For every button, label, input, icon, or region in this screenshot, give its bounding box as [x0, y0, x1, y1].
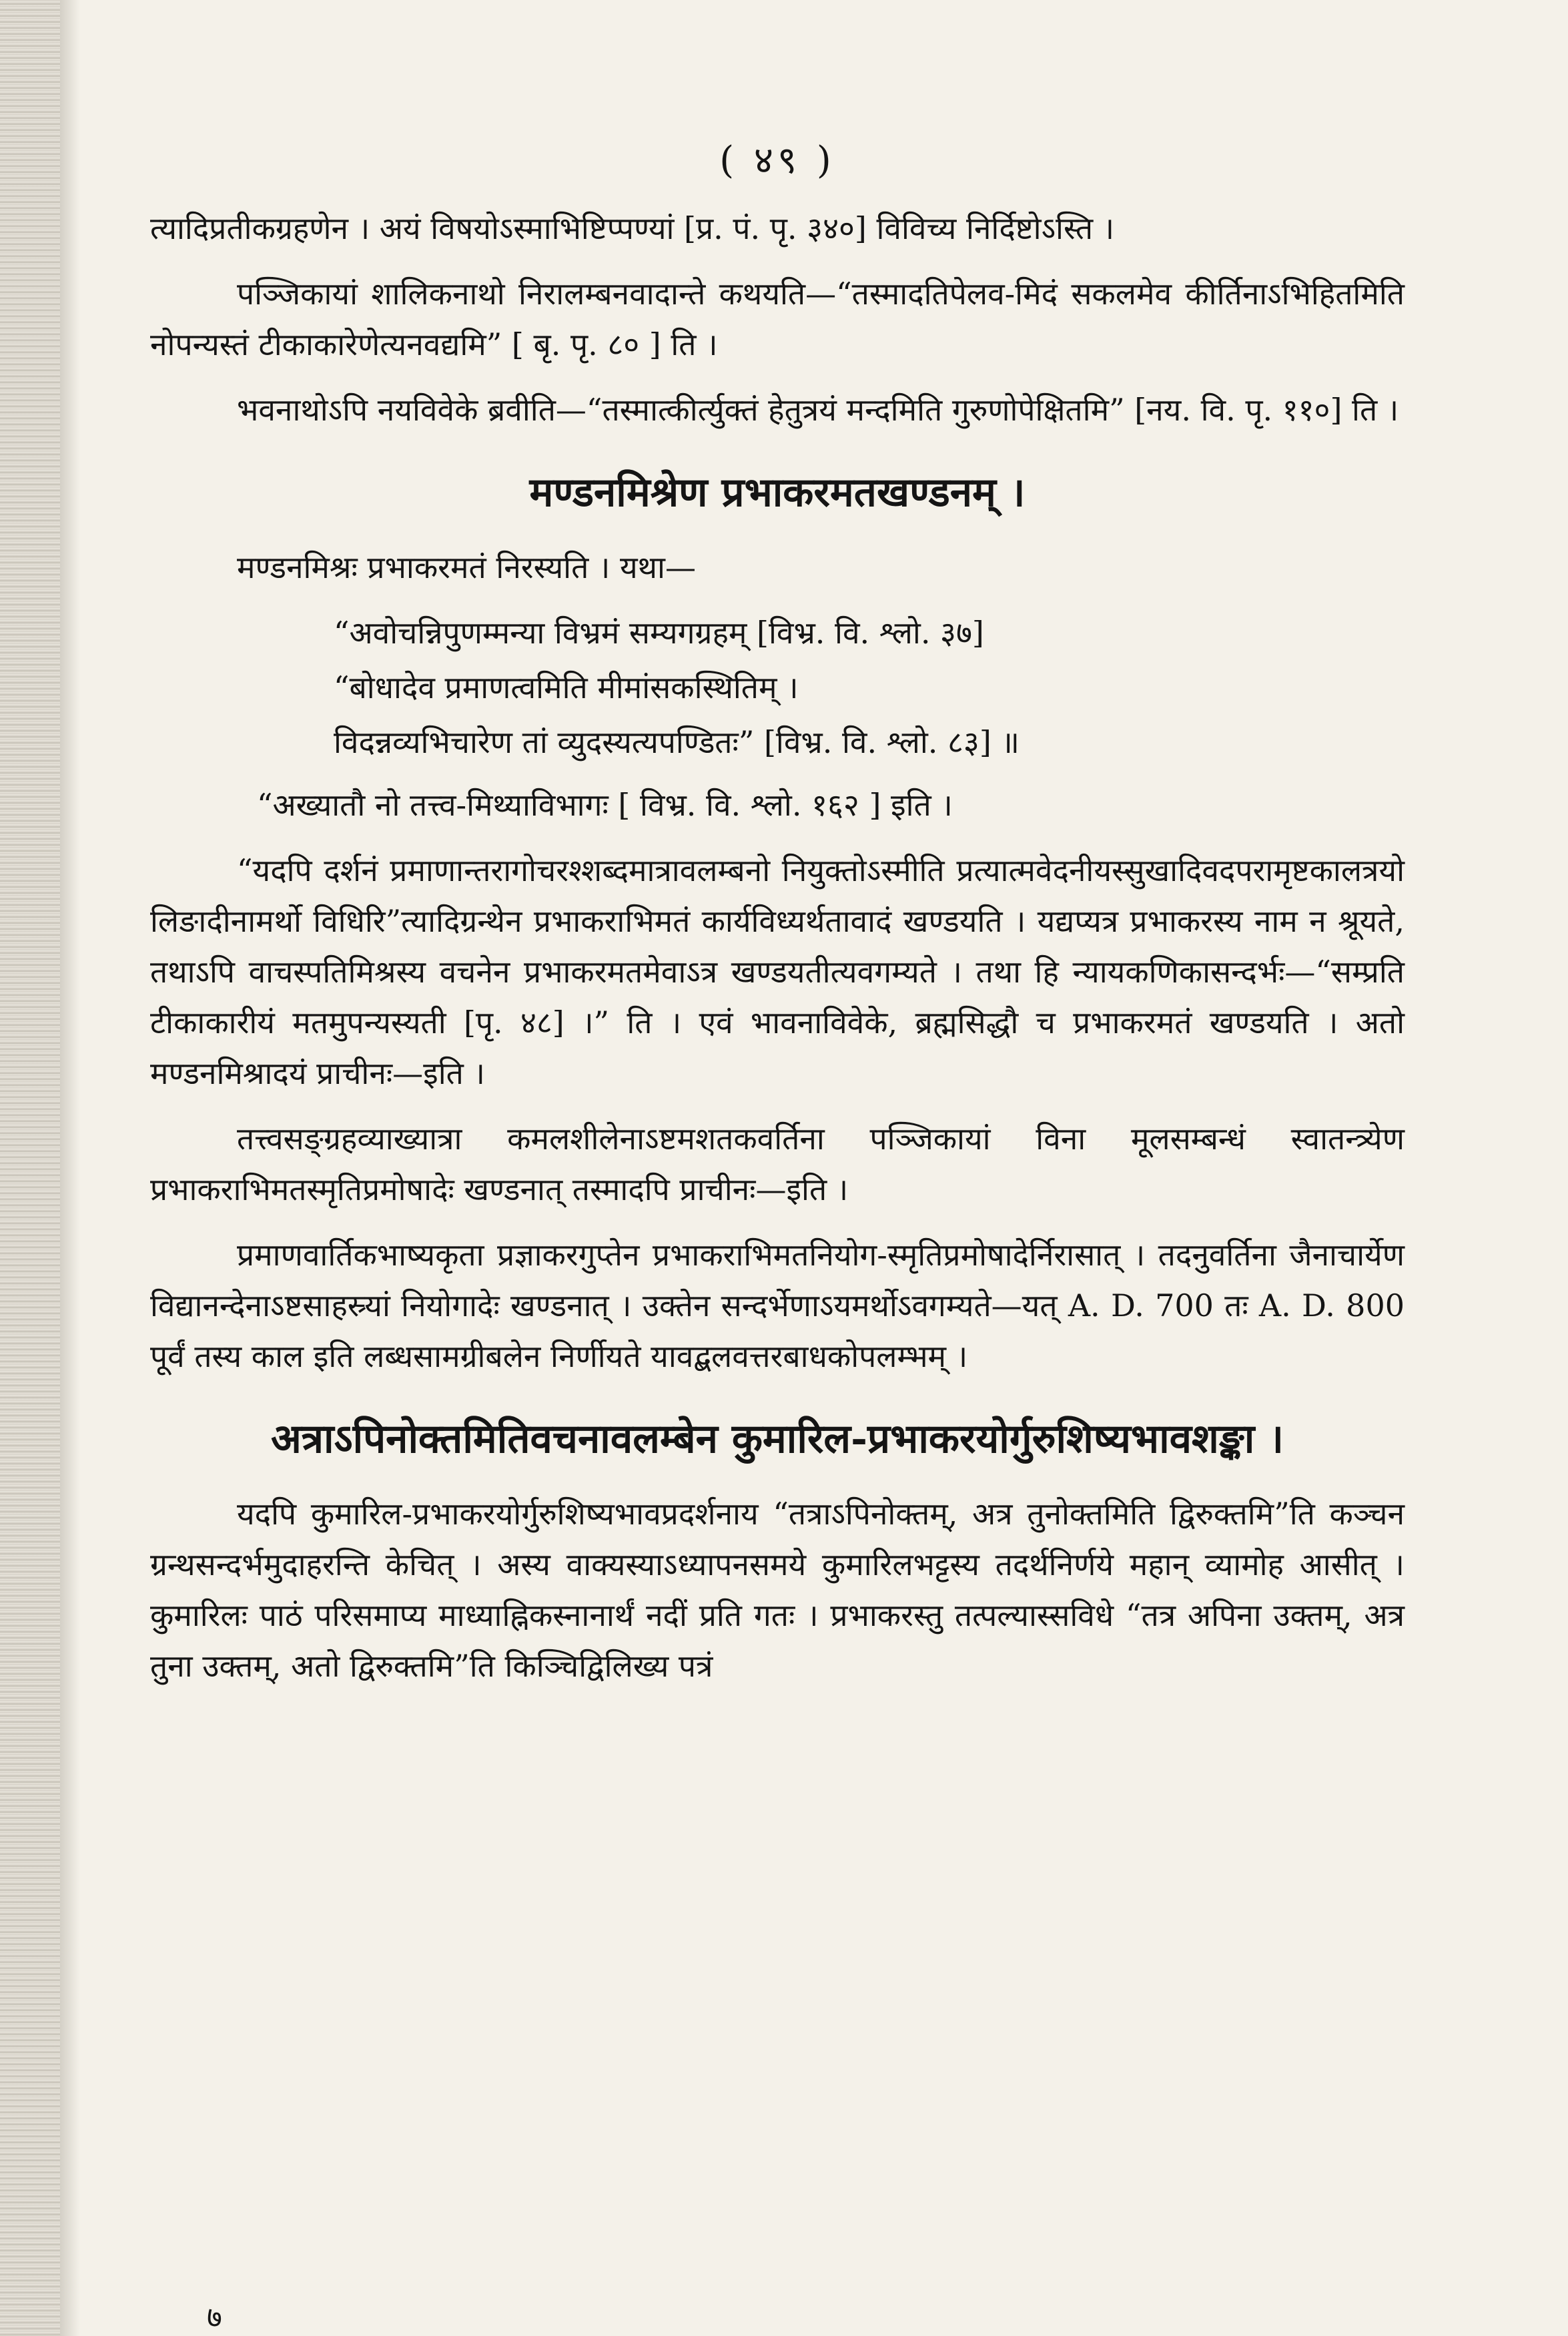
quote-line-akhyati: “अख्यातौ नो तत्त्व-मिथ्याविभागः [ विभ्र. वि. श्लो. १६२ ] इति । [257, 787, 953, 823]
verse-line-2: “बोधादेव प्रमाणत्वमिति मीमांसकस्थितिम् । [334, 669, 799, 705]
paragraph-top-2: पञ्जिकायां शालिकनाथो निरालम्बनवादान्ते कथयति—“तस्मादतिपेलव-मिदं सकलमेव कीर्तिनाऽभिहितमिति नोपन्यस्तं टीकाकारेणेत्यनवद्यमि” [ बृ. पृ. ८० ] ति । [150, 276, 1405, 362]
page-content [150, 133, 1405, 1706]
section-1-paragraph-3: प्रमाणवार्तिकभाष्यकृता प्रज्ञाकरगुप्तेन प्रभाकराभिमतनियोग-स्मृतिप्रमोषादेर्निरासात् । तदनुवर्तिना जैनाचार्येण विद्यानन्देनाऽष्टसाहस्र्यां नियोगादेः खण्डनात् । उक्तेन सन्दर्भेणाऽयमर्थोऽवगम्यते—यत् A. D. 700 तः A. D. 800 पूर्वं तस्य काल इति लब्धसामग्रीबलेन निर्णीयते यावद्बलवत्तरबाधकोपलम्भम् । [150, 1237, 1405, 1374]
section-heading-mandana: मण्डनमिश्रेण प्रभाकरमतखण्डनम् । [529, 469, 1026, 516]
paragraph-top-1: त्यादिप्रतीकग्रहणेन । अयं विषयोऽस्माभिष्टिप्पण्यां [प्र. पं. पृ. ३४०] विविच्य निर्दिष्टोऽस्ति । [150, 210, 1115, 246]
paragraph-top-3: भवनाथोऽपि नयविवेके ब्रवीति—“तस्मात्कीर्त्युक्तं हेतुत्रयं मन्दमिति गुरुणोपेक्षितमि” [नय. वि. पृ. ११०] ति । [237, 392, 1399, 428]
section-1-intro: मण्डनमिश्रः प्रभाकरमतं निरस्यति । यथा— [237, 549, 696, 585]
section-2-paragraph-1: यदपि कुमारिल-प्रभाकरयोर्गुरुशिष्यभावप्रदर्शनाय “तत्राऽपिनोक्तम्, अत्र तुनोक्तमिति द्विरुक्तमि”ति कञ्चन ग्रन्थसन्दर्भमुदाहरन्ति केचित् । अस्य वाक्यस्याऽध्यापनसमये कुमारिलभट्टस्य तदर्थनिर्णये महान् व्यामोह आसीत् । कुमारिलः पाठं परिसमाप्य माध्याह्निकस्नानार्थं नदीं प्रति गतः । प्रभाकरस्तु तत्पल्यास्सविधे “तत्र अपिना उक्तम्, अत्र तुना उक्तम्, अतो द्विरुक्तमि”ति किञ्चिद्विलिख्य पत्रं [150, 1496, 1405, 1684]
scan-edge-shadow [60, 0, 80, 2336]
signature-mark: ७ [207, 2301, 222, 2335]
section-heading-guru-shishya: अत्राऽपिनोक्तमितिवचनावलम्बेन कुमारिल-प्रभाकरयोर्गुरुशिष्यभावशङ्का । [271, 1416, 1284, 1462]
scan-binding-edge [0, 0, 60, 2336]
page-number: ( ४९ ) [719, 139, 835, 182]
section-1-paragraph-2: तत्त्वसङ्ग्रहव्याख्यात्रा कमलशीलेनाऽष्टमशतकवर्तिना पञ्जिकायां विना मूलसम्बन्धं स्वातन्त्र्येण प्रभाकराभिमतस्मृतिप्रमोषादेः खण्डनात् तस्मादपि प्राचीनः—इति । [150, 1121, 1405, 1207]
verse-line-3: विदन्नव्यभिचारेण तां व्युदस्यत्यपण्डितः” [विभ्र. वि. श्लो. ८३] ॥ [334, 724, 1020, 760]
section-1-paragraph-1: “यदपि दर्शनं प्रमाणान्तरागोचरश्शब्दमात्रावलम्बनो नियुक्तोऽस्मीति प्रत्यात्मवेदनीयस्सुखादिवदपरामृष्टकालत्रयो लिङादीनामर्थो विधिरि”त्यादिग्रन्थेन प्रभाकराभिमतं कार्यविध्यर्थतावादं खण्डयति । यद्यप्यत्र प्रभाकरस्य नाम न श्रूयते, तथाऽपि वाचस्पतिमिश्रस्य वचनेन प्रभाकरमतमेवाऽत्र खण्डयतीत्यवगम्यते । तथा हि न्यायकणिकासन्दर्भः—“सम्प्रति टीकाकारीयं मतमुपन्यस्यती [पृ. ४८] ।” ति । एवं भावनाविवेके, ब्रह्मसिद्धौ च प्रभाकरमतं खण्डयति । अतो मण्डनमिश्रादयं प्राचीनः—इति । [150, 852, 1405, 1091]
verse-line-1: “अवोचन्निपुणम्मन्या विभ्रमं सम्यगग्रहम् [विभ्र. वि. श्लो. ३७] [334, 615, 984, 651]
